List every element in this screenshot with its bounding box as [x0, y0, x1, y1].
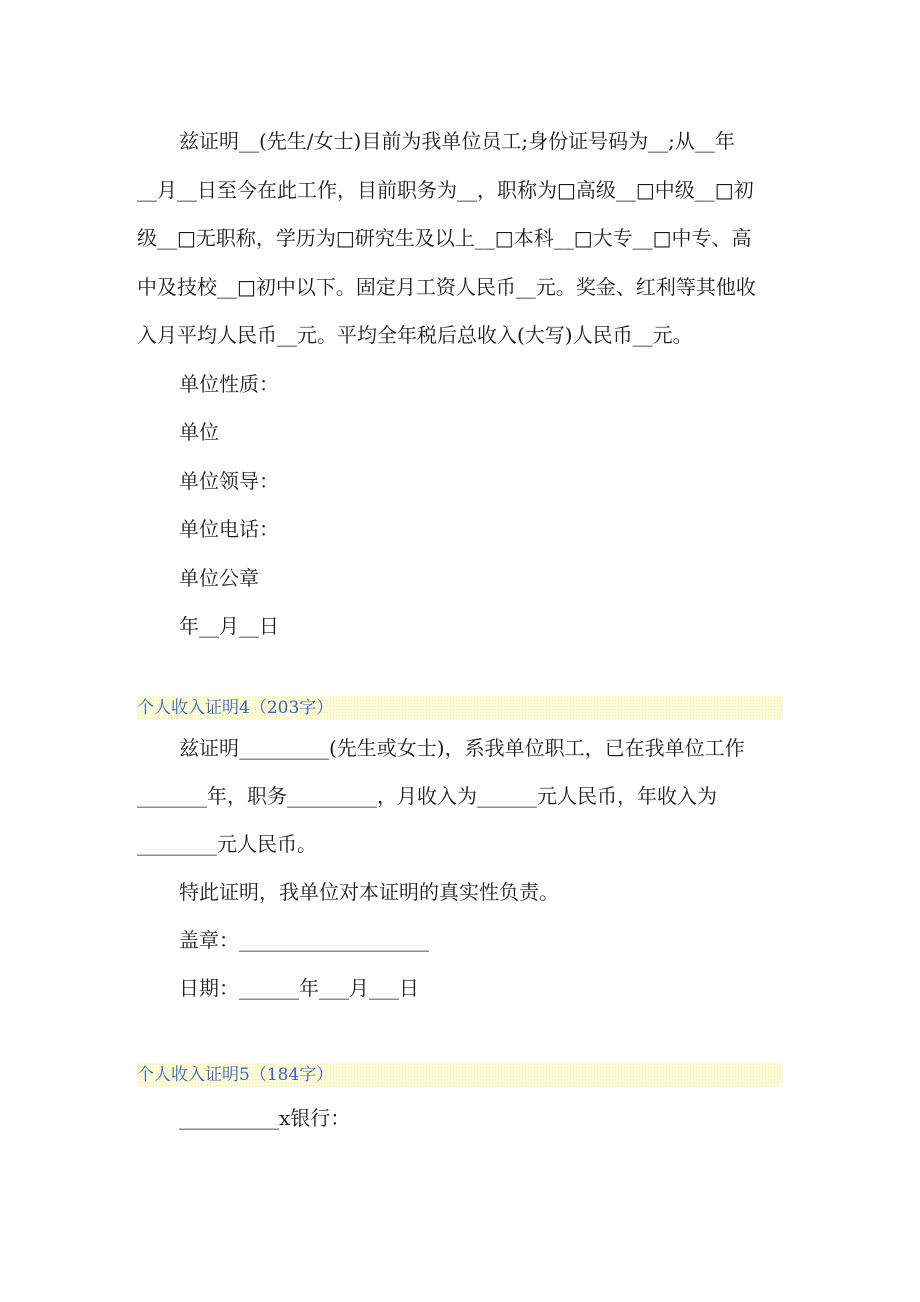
paragraph-line-2: _______年，职务_________，月收入为______元人民币，年收入为 [137, 784, 717, 808]
paragraph-line-1: 兹证明_________(先生或女士)，系我单位职工，已在我单位工作 [179, 736, 745, 760]
section-3-body [137, 117, 783, 651]
bank-line: __________x银行： [179, 1106, 351, 1130]
date-line: 日期：______年___月___日 [179, 976, 419, 1000]
paragraph-line-5: 入月平均人民币__元。平均全年税后总收入(大写)人民币__元。 [137, 323, 693, 347]
unit-phone-label: 单位电话： [179, 517, 279, 541]
section-4-heading: 个人收入证明4（203字） [137, 696, 783, 720]
seal-line: 盖章：___________________ [179, 928, 429, 952]
section-5-heading: 个人收入证明5（184字） [137, 1063, 783, 1087]
unit-nature-label: 单位性质： [179, 371, 279, 396]
statement-line: 特此证明，我单位对本证明的真实性负责。 [179, 880, 559, 904]
unit-seal-label: 单位公章 [179, 565, 259, 590]
paragraph-line-1: 兹证明__(先生/女士)目前为我单位员工;身份证号码为__;从__年 [179, 129, 735, 153]
paragraph-line-2: __月__日至今在此工作，目前职务为__，职称为□高级__□中级__□初 [137, 177, 754, 202]
section-4-body [137, 724, 783, 1012]
paragraph-line-3: ________元人民币。 [137, 832, 317, 856]
unit-label: 单位 [179, 420, 219, 444]
date-line: 年__月__日 [179, 614, 279, 638]
unit-leader-label: 单位领导： [179, 468, 279, 493]
paragraph-line-3: 级__□无职称，学历为□研究生及以上__□本科__□大专__□中专、高 [137, 226, 752, 250]
section-5-body [137, 1094, 783, 1142]
paragraph-line-4: 中及技校__□初中以下。固定月工资人民币__元。奖金、红利等其他收 [137, 274, 756, 299]
